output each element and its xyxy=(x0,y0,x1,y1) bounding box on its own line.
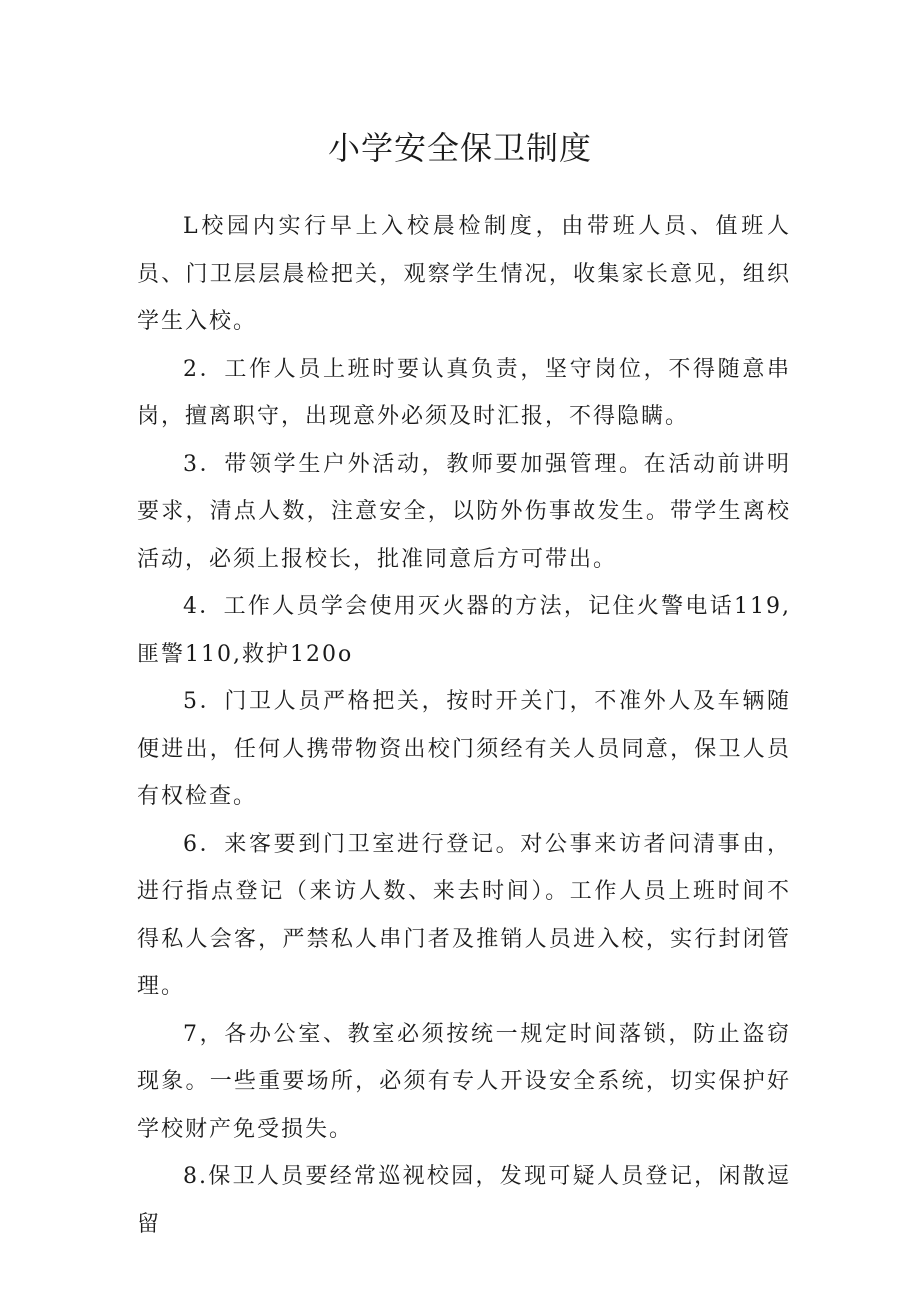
paragraph-3: 3．带领学生户外活动，教师要加强管理。在活动前讲明要求，清点人数，注意安全，以防外伤事故发生。带学生离校活动，必须上报校长，批准同意后方可带出。 xyxy=(137,451,791,572)
paragraph-1: L校园内实行早上入校晨检制度，由带班人员、值班人员、门卫层层晨检把关，观察学生情况，收集家长意见，组织学生入校。 xyxy=(137,214,791,334)
paragraph-6: 6．来客要到门卫室进行登记。对公事来访者问清事由，进行指点登记（来访人数、来去时间）。工作人员上班时间不得私人会客，严禁私人串门者及推销人员进入校，实行封闭管理。 xyxy=(137,831,791,999)
paragraph-5: 5．门卫人员严格把关，按时开关门，不准外人及车辆随便进出，任何人携带物资出校门须经有关人员同意，保卫人员有权检查。 xyxy=(137,689,791,809)
paragraph-2: 2．工作人员上班时要认真负责，坚守岗位，不得随意串岗，擅离职守，出现意外必须及时汇报，不得隐瞒。 xyxy=(137,356,791,429)
document-title: 小学安全保卫制度 xyxy=(327,129,592,167)
paragraph-7: 7，各办公室、教室必须按统一规定时间落锁，防止盗窃现象。一些重要场所，必须有专人开设安全系统，切实保护好学校财产免受损失。 xyxy=(137,1021,791,1142)
paragraph-4: 4．工作人员学会使用灭火器的方法，记住火警电话119,匪警110,救护120o xyxy=(137,594,791,667)
document-body xyxy=(137,203,791,1248)
paragraph-8: 8.保卫人员要经常巡视校园，发现可疑人员登记，闲散逗留 xyxy=(137,1164,791,1237)
